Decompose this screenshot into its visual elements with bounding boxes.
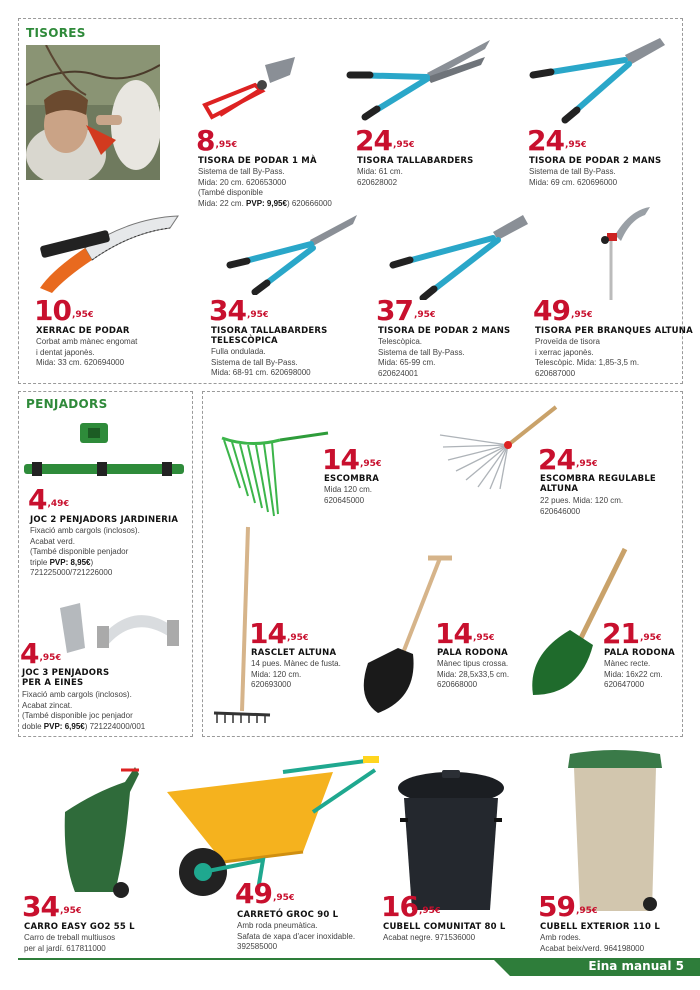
price-cubell-comunitat: 16,95€	[381, 890, 441, 923]
product-description: Amb rodes. Acabat beix/verd. 964198000	[540, 933, 645, 953]
product-description: Sistema de tall By-Pass. Mida: 20 cm. 620653000 (També disponible Mida: 22 cm. PVP: 9,95€) 620666000	[198, 167, 332, 208]
product-name: TISORA DE PODAR 2 MANS	[378, 326, 511, 336]
footer-section-label: Eina manual 5	[588, 959, 684, 973]
product-name: TISORA TALLABARDERS TELESCÒPICA	[211, 326, 328, 346]
product-description: Mida 120 cm. 620645000	[324, 485, 373, 505]
price-tisora-tallabarders: 24,95€	[355, 124, 415, 157]
product-name: CARRO EASY GO2 55 L	[24, 922, 135, 932]
price-cubell-exterior: 59,95€	[538, 890, 598, 923]
one-hand-pruner-image	[200, 55, 300, 125]
product-name: CUBELL COMUNITAT 80 L	[383, 922, 506, 932]
product-description: Corbat amb mànec engomat i dentat japonès. Mida: 33 cm. 620694000	[36, 337, 138, 367]
product-description: Mànec recte. Mida: 16x22 cm. 620647000	[604, 659, 663, 689]
price-xerrac-de-podar: 10,95€	[34, 294, 94, 327]
telescopic-two-hand-pruner-image	[388, 210, 530, 300]
price-carro-easy-go2: 34,95€	[22, 890, 82, 923]
product-description: Carro de treball multiusos per al jardí. 617811000	[24, 933, 116, 953]
product-name: ESCOMBRA	[324, 474, 380, 484]
price-tisora-podar-2-mans: 24,95€	[527, 124, 587, 157]
product-description: Mànec tipus crossa. Mida: 28,5x33,5 cm. 620668000	[437, 659, 510, 689]
product-name: ESCOMBRA REGULABLE ALTUNA	[540, 474, 656, 494]
price-joc-3-penjadors: 4,95€	[20, 637, 62, 670]
page-number: 5	[675, 959, 684, 973]
price-tisora-branques-altuna: 49,95€	[533, 294, 593, 327]
product-description: 22 pues. Mida: 120 cm. 620646000	[540, 496, 624, 516]
product-description: Amb roda pneumàtica. Safata de xapa d'acer inoxidable. 392585000	[237, 921, 356, 951]
price-escombra: 14,95€	[322, 443, 382, 476]
price-tisora-tallabarders-telescopica: 34,95€	[209, 294, 269, 327]
product-description: Proveïda de tisora i xerrac japonès. Telescòpic. Mida: 1,85-3,5 m. 620687000	[535, 337, 640, 378]
price-escombra-regulable: 24,95€	[538, 443, 598, 476]
price-tisora-podar-2-mans-telescopica: 37,95€	[376, 294, 436, 327]
pruning-photo	[26, 45, 160, 180]
product-name: TISORA TALLABARDERS	[357, 156, 474, 166]
zinc-hooks-image	[55, 598, 185, 658]
green-rake-image	[220, 428, 330, 518]
price-carreto-groc: 49,95€	[235, 877, 295, 910]
price-tisora-podar-1-ma: 8,95€	[196, 124, 238, 157]
hedge-shears-image	[345, 35, 495, 125]
easy-go-cart-image	[55, 762, 140, 902]
pruning-saw-image	[30, 208, 180, 293]
product-description: Fixació amb cargols (inclosos). Acabat zincat. (També disponible joc penjador doble PVP: 6,95€) 721224000/001	[22, 690, 146, 731]
price-rasclet-altuna: 14,95€	[249, 617, 309, 650]
product-description: Mida: 61 cm. 620628002	[357, 167, 403, 187]
product-description: Telescòpica. Sistema de tall By-Pass. Mida: 65-99 cm. 620624001	[378, 337, 465, 378]
product-description: 14 pues. Mànec de fusta. Mida: 120 cm. 620693000	[251, 659, 341, 689]
section-title-tisores: TISORES	[26, 26, 86, 40]
price-pala-rodona-recte: 21,95€	[602, 617, 662, 650]
product-name: PALA RODONA	[604, 648, 675, 658]
product-name: TISORA DE PODAR 2 MANS	[529, 156, 662, 166]
product-name: CARRETÓ GROC 90 L	[237, 910, 339, 920]
product-description: Sistema de tall By-Pass. Mida: 69 cm. 620696000	[529, 167, 618, 187]
product-name: JOC 2 PENJADORS JARDINERIA	[30, 515, 179, 525]
product-description: Acabat negre. 971536000	[383, 933, 476, 942]
telescopic-hedge-shears-image	[225, 210, 360, 295]
product-name: RASCLET ALTUNA	[251, 648, 337, 658]
product-name: XERRAC DE PODAR	[36, 326, 130, 336]
section-title-penjadors: PENJADORS	[26, 397, 108, 411]
product-name: PALA RODONA	[437, 648, 508, 658]
product-description: Fixació amb cargols (inclosos). Acabat verd. (També disponible penjador triple PVP: 8,95€) 721225000/721226000	[30, 526, 140, 577]
branch-pruner-image	[595, 205, 655, 300]
product-description: Fulla ondulada. Sistema de tall By-Pass. Mida: 68-91 cm. 620698000	[211, 347, 311, 377]
product-name: TISORA PER BRANQUES ALTUNA	[535, 326, 693, 336]
two-hand-pruner-image	[525, 30, 670, 125]
green-hanger-rail-image	[22, 418, 187, 478]
price-joc-2-penjadors: 4,49€	[28, 483, 70, 516]
product-name: TISORA DE PODAR 1 MÀ	[198, 156, 317, 166]
price-pala-rodona-crossa: 14,95€	[435, 617, 495, 650]
product-name: JOC 3 PENJADORS PER A EINES	[22, 668, 110, 688]
beige-bin-image	[566, 746, 664, 914]
product-name: CUBELL EXTERIOR 110 L	[540, 922, 660, 932]
